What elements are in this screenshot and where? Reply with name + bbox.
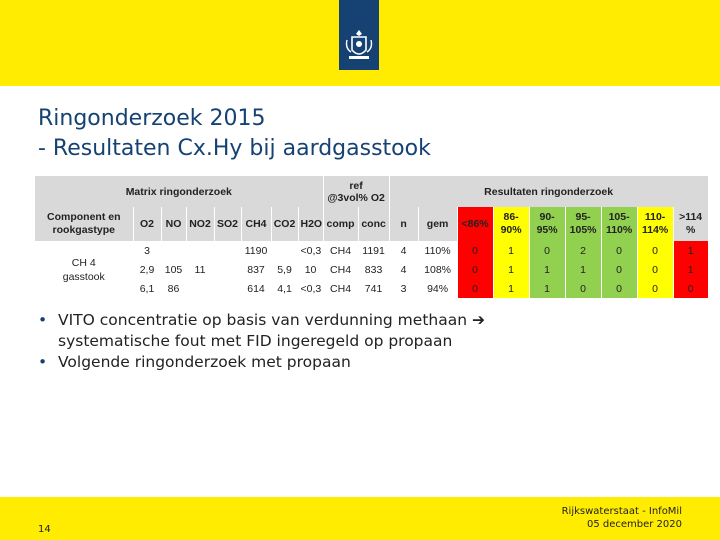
column-header: NO2 bbox=[186, 207, 214, 241]
table-cell: 1 bbox=[565, 260, 601, 279]
table-cell bbox=[186, 279, 214, 298]
table-cell: 108% bbox=[418, 260, 457, 279]
table-cell: 94% bbox=[418, 279, 457, 298]
group-ref: ref @3vol% O2 bbox=[323, 176, 389, 207]
table-cell: 5,9 bbox=[271, 260, 298, 279]
group-results: Resultaten ringonderzoek bbox=[389, 176, 708, 207]
table-cell: <0,3 bbox=[298, 279, 323, 298]
footer-org: Rijkswaterstaat - InfoMil bbox=[561, 506, 682, 517]
table-cell: 2 bbox=[565, 241, 601, 260]
table-cell: 0 bbox=[601, 279, 637, 298]
bullet-1-text-2: systematische fout met FID ingeregeld op propaan bbox=[58, 332, 453, 350]
column-header: H2O bbox=[298, 207, 323, 241]
table-row bbox=[35, 241, 708, 260]
bullet-item-2 bbox=[38, 352, 688, 373]
table-cell: 0 bbox=[601, 241, 637, 260]
column-header-row bbox=[35, 207, 708, 241]
bullet-item-1 bbox=[38, 310, 688, 352]
table-row bbox=[35, 260, 708, 279]
table-cell: 110% bbox=[418, 241, 457, 260]
bullet-2-text: Volgende ringonderzoek met propaan bbox=[58, 353, 351, 371]
table-cell: 3 bbox=[389, 279, 418, 298]
table-cell bbox=[186, 241, 214, 260]
title-line-1: Ringonderzoek 2015 bbox=[38, 106, 266, 131]
footer-date: 05 december 2020 bbox=[586, 519, 682, 530]
table-cell: 1 bbox=[673, 260, 708, 279]
table-cell bbox=[271, 241, 298, 260]
column-header: >114 % bbox=[673, 207, 708, 241]
column-header: gem bbox=[418, 207, 457, 241]
arrow-right-icon: ➔ bbox=[471, 311, 485, 329]
table-cell: 1 bbox=[529, 260, 565, 279]
table-cell: 0 bbox=[601, 260, 637, 279]
table-cell: 0 bbox=[565, 279, 601, 298]
table-cell: CH4 bbox=[323, 260, 358, 279]
table-row bbox=[35, 279, 708, 298]
table-cell: 0 bbox=[457, 260, 493, 279]
table-cell: 741 bbox=[358, 279, 389, 298]
table-cell: 1 bbox=[493, 279, 529, 298]
table-cell: 105 bbox=[161, 260, 186, 279]
column-header: SO2 bbox=[214, 207, 241, 241]
table-cell: 1190 bbox=[241, 241, 271, 260]
table-cell: 1 bbox=[529, 279, 565, 298]
table-cell: 0 bbox=[637, 260, 673, 279]
table-cell: 4,1 bbox=[271, 279, 298, 298]
table-cell: <0,3 bbox=[298, 241, 323, 260]
results-table bbox=[35, 176, 703, 298]
row-label: CH 4 gasstook bbox=[35, 241, 133, 298]
table-cell: 833 bbox=[358, 260, 389, 279]
table-cell bbox=[214, 279, 241, 298]
footer-text bbox=[562, 505, 682, 531]
column-header: n bbox=[389, 207, 418, 241]
table-cell: 614 bbox=[241, 279, 271, 298]
table-cell: 0 bbox=[637, 241, 673, 260]
table-cell: 0 bbox=[673, 279, 708, 298]
column-header: 95- 105% bbox=[565, 207, 601, 241]
table-cell: 0 bbox=[529, 241, 565, 260]
group-matrix: Matrix ringonderzoek bbox=[35, 176, 323, 207]
slide-title bbox=[38, 104, 431, 164]
column-header: CH4 bbox=[241, 207, 271, 241]
table-cell bbox=[161, 241, 186, 260]
title-line-2: - Resultaten Cx.Hy bij aardgasstook bbox=[38, 136, 431, 161]
column-header: 90- 95% bbox=[529, 207, 565, 241]
crest-icon bbox=[343, 28, 375, 62]
table-cell: 837 bbox=[241, 260, 271, 279]
column-header: 105- 110% bbox=[601, 207, 637, 241]
table-cell: 4 bbox=[389, 241, 418, 260]
table-cell: 0 bbox=[457, 279, 493, 298]
column-header: Component en rookgastype bbox=[35, 207, 133, 241]
table-cell: 4 bbox=[389, 260, 418, 279]
table-cell: 1 bbox=[493, 241, 529, 260]
table-cell: 11 bbox=[186, 260, 214, 279]
bullet-1-text: VITO concentratie op basis van verdunning methaan bbox=[58, 311, 472, 329]
page-number: 14 bbox=[38, 524, 51, 535]
table-cell: CH4 bbox=[323, 241, 358, 260]
table-cell: 1 bbox=[673, 241, 708, 260]
table-cell bbox=[214, 260, 241, 279]
column-header: NO bbox=[161, 207, 186, 241]
column-header: 86- 90% bbox=[493, 207, 529, 241]
column-header: <86% bbox=[457, 207, 493, 241]
table-cell: 86 bbox=[161, 279, 186, 298]
table-cell: 1191 bbox=[358, 241, 389, 260]
column-header: comp bbox=[323, 207, 358, 241]
column-header: O2 bbox=[133, 207, 161, 241]
table-cell bbox=[214, 241, 241, 260]
table-cell: 2,9 bbox=[133, 260, 161, 279]
bullet-dot-icon: • bbox=[38, 353, 48, 371]
table-cell: 0 bbox=[457, 241, 493, 260]
table-cell: 10 bbox=[298, 260, 323, 279]
table-cell: 0 bbox=[637, 279, 673, 298]
bullet-list bbox=[38, 310, 688, 373]
bullet-dot-icon: • bbox=[38, 311, 48, 329]
table-cell: 6,1 bbox=[133, 279, 161, 298]
table-cell: 1 bbox=[493, 260, 529, 279]
table-cell: 3 bbox=[133, 241, 161, 260]
column-header: conc bbox=[358, 207, 389, 241]
table-cell: CH4 bbox=[323, 279, 358, 298]
column-header: CO2 bbox=[271, 207, 298, 241]
column-header: 110- 114% bbox=[637, 207, 673, 241]
